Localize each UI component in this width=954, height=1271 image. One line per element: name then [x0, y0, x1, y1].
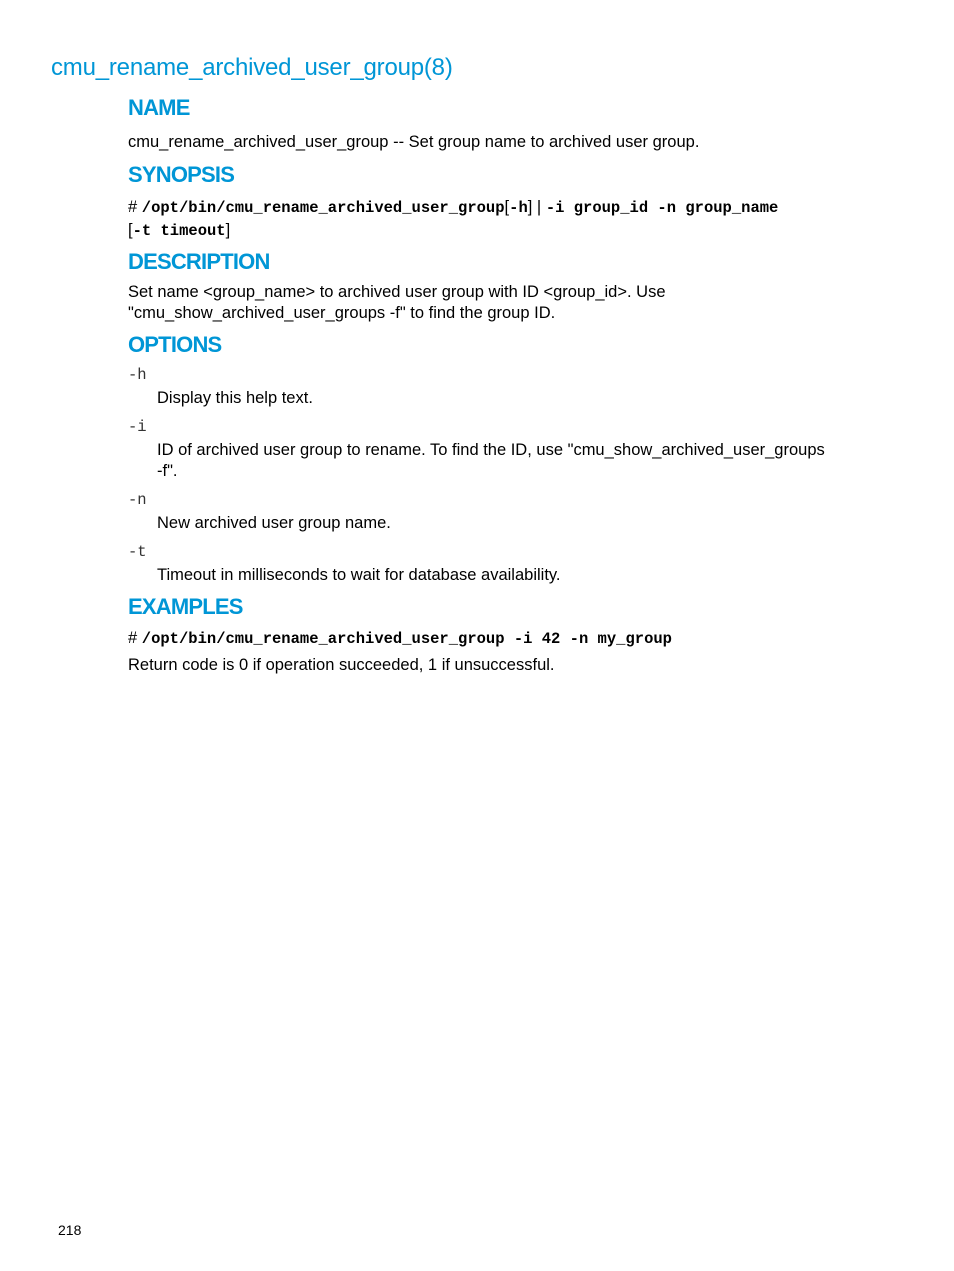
- example-prompt: #: [128, 629, 138, 647]
- synopsis-prompt: #: [128, 198, 138, 216]
- synopsis-heading: SYNOPSIS: [128, 162, 235, 187]
- synopsis-bracket: [: [504, 198, 510, 216]
- options-heading: OPTIONS: [128, 332, 222, 357]
- option-term: -n: [128, 491, 147, 509]
- synopsis-text: [128, 196, 888, 242]
- option-desc: Display this help text.: [157, 389, 313, 407]
- option-desc: Timeout in milliseconds to wait for database availability.: [157, 566, 561, 584]
- option-desc: ID of archived user group to rename. To find the ID, use "cmu_show_archived_user_groups: [157, 441, 825, 459]
- name-heading: NAME: [128, 95, 190, 120]
- synopsis-command: /opt/bin/cmu_rename_archived_user_group: [141, 199, 505, 217]
- page-title: cmu_rename_archived_user_group(8): [51, 54, 453, 81]
- man-page-content: [128, 94, 888, 676]
- page-number: 218: [58, 1222, 82, 1238]
- synopsis-flag-t: -t timeout: [132, 222, 226, 240]
- option-term: -t: [128, 543, 147, 561]
- synopsis-separator: ] |: [527, 198, 542, 216]
- options-list: [128, 365, 888, 586]
- examples-heading: EXAMPLES: [128, 594, 243, 619]
- synopsis-bracket-close: ]: [225, 221, 231, 239]
- description-line-2: "cmu_show_archived_user_groups -f" to find the group ID.: [128, 304, 556, 322]
- example-result: Return code is 0 if operation succeeded, 1 if unsuccessful.: [128, 656, 555, 674]
- description-heading: DESCRIPTION: [128, 249, 270, 274]
- synopsis-args: -i group_id -n group_name: [545, 199, 779, 217]
- example-command-line: [128, 628, 888, 650]
- option-desc: New archived user group name.: [157, 514, 391, 532]
- name-text: cmu_rename_archived_user_group -- Set group name to archived user group.: [128, 133, 700, 151]
- option-term: -i: [128, 418, 147, 436]
- synopsis-flag-h: -h: [509, 199, 528, 217]
- option-desc-cont: -f".: [157, 462, 178, 480]
- option-term: -h: [128, 366, 147, 384]
- synopsis-bracket-2: [: [128, 221, 133, 239]
- example-command: /opt/bin/cmu_rename_archived_user_group -i 42 -n my_group: [141, 630, 672, 648]
- description-line-1: Set name <group_name> to archived user group with ID <group_id>. Use: [128, 283, 666, 301]
